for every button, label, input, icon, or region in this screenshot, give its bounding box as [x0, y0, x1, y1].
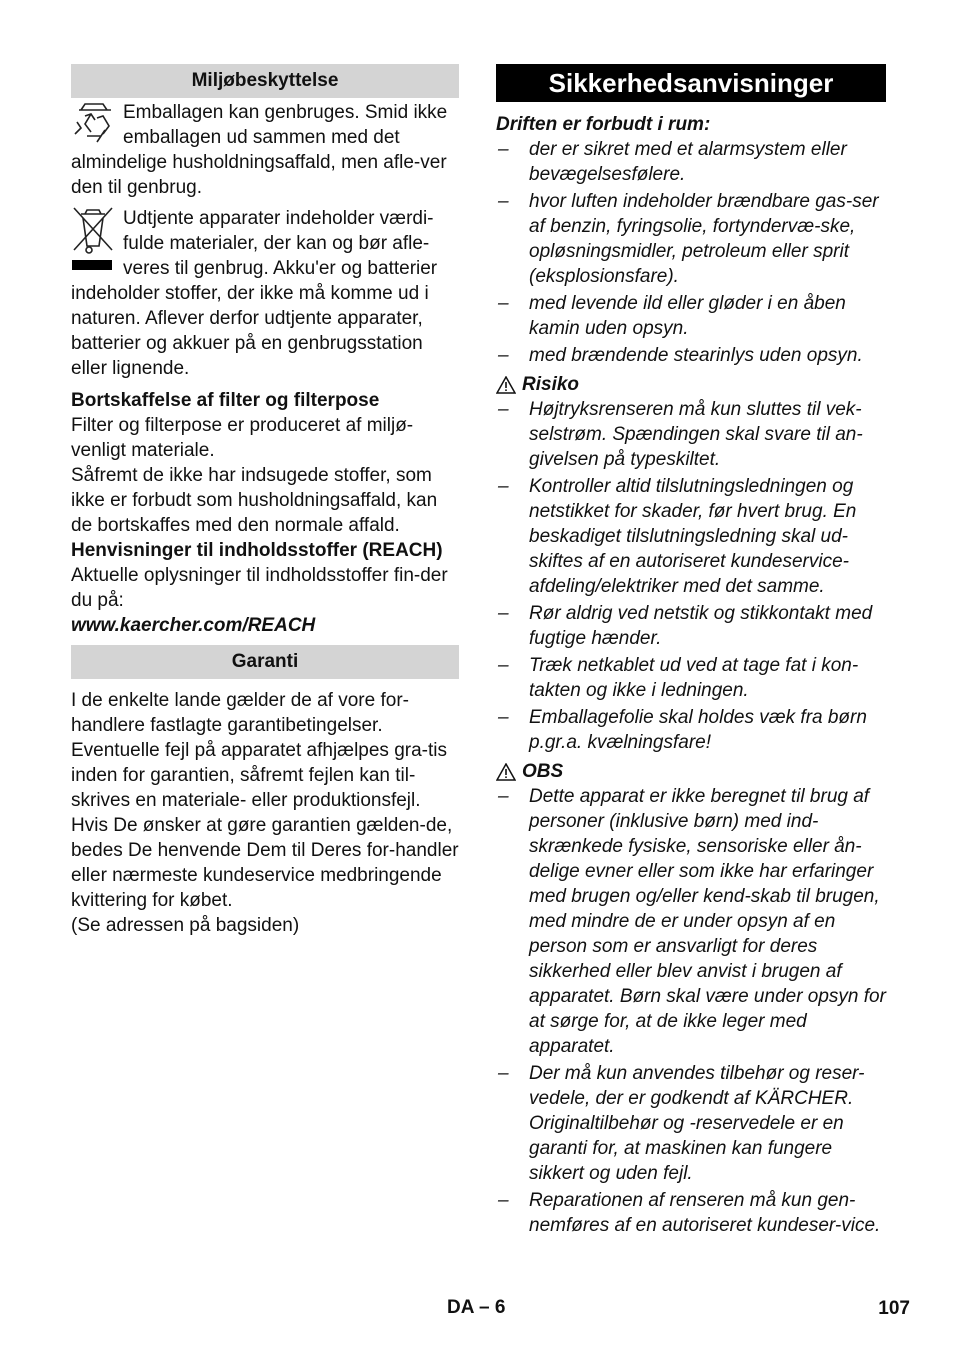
- reach-heading: Henvisninger til indholdsstoffer (REACH): [71, 540, 443, 561]
- section-heading-warranty: Garanti: [71, 645, 459, 679]
- list-item: – der er sikret med et alarmsystem eller bevægelsesfølere.: [498, 139, 847, 185]
- list-item: – Der må kun anvendes tilbehør og reser-vedele, der er godkendt af KÄRCHER. Originaltilbehør og -reservedele er en garanti for, at maskinen kan fungere sikkert og uden fejl.: [498, 1063, 865, 1184]
- footer-language-page: DA – 6: [447, 1297, 506, 1318]
- warranty-note: (Se adressen på bagsiden): [71, 915, 300, 936]
- env-paragraph-1: Emballagen kan genbruges. Smid ikke emballagen ud sammen med det almindelige husholdningsaffald, men afle-ver den til genbrug.: [71, 102, 448, 198]
- reach-paragraph: Aktuelle oplysninger til indholdsstoffer fin-der du på:: [71, 565, 448, 611]
- forbidden-heading: Driften er forbudt i rum:: [496, 114, 711, 135]
- warranty-paragraph: I de enkelte lande gælder de af vore for-handlere fastlagte garantibetingelser. Eventuelle fejl på apparatet afhjælpes gra-tis inden for garantien, såfremt fejlen kan til-skrives en materiale- eller produktionsfejl. Hvis De ønsker at gøre garantien gælden-de, bedes De henvende Dem til Deres for-handler eller nærmeste kundeservice medbringende kvittering for købet.: [71, 690, 459, 911]
- left-column: [71, 64, 459, 938]
- env-block-2: [71, 206, 459, 381]
- obs-heading: [496, 759, 886, 784]
- list-item: – hvor luften indeholder brændbare gas-ser af benzin, fyringsolie, fortyndervæ-ske, opløsningsmidler, petroleum eller sprit (eksplosionsfare).: [498, 191, 879, 287]
- page-number: 107: [878, 1298, 910, 1319]
- reach-link[interactable]: www.kaercher.com/REACH: [71, 615, 316, 636]
- forbidden-list: [496, 137, 886, 368]
- list-item: – Højtryksrenseren må kun sluttes til vek-selstrøm. Spændingen skal svare til an-givelsen på typeskiltet.: [498, 399, 863, 470]
- list-item: – Rør aldrig ved netstik og stikkontakt med fugtige hænder.: [498, 603, 873, 649]
- list-item: – Emballagefolie skal holdes væk fra børn p.gr.a. kvælningsfare!: [498, 707, 867, 753]
- obs-list: [496, 784, 886, 1238]
- list-item: – Dette apparat er ikke beregnet til brug af personer (inklusive børn) med ind-skrænkede fysiske, sensoriske eller ån-delige evner eller som ikke har erfaringer med brugen og/eller kend-skab til brugen, med mindre de er under opsyn af en person som er ansvarligt for deres sikkerhed eller blev anvist i brugen af apparatet. Børn skal være under opsyn for at sørge for, at de ikke leger med apparatet.: [498, 786, 886, 1057]
- risk-heading-label: Risiko: [522, 374, 580, 395]
- filter-paragraph-2: Såfremt de ikke har indsugede stoffer, som ikke er forbudt som husholdningsaffald, kan de bortskaffes med den normale affald.: [71, 465, 438, 536]
- list-item: – med levende ild eller gløder i en åben kamin uden opsyn.: [498, 293, 846, 339]
- list-item: – Reparationen af renseren må kun gen-nemføres af en autoriseret kundeser-vice.: [498, 1190, 881, 1236]
- warning-triangle-icon: [496, 376, 516, 394]
- section-heading-environment: Miljøbeskyttelse: [71, 64, 459, 98]
- env-block-1: [71, 100, 459, 200]
- filter-paragraph-1: Filter og filterpose er produceret af miljø-venligt materiale.: [71, 415, 414, 461]
- section-heading-safety: Sikkerhedsanvisninger: [496, 64, 886, 102]
- obs-heading-label: OBS: [522, 761, 564, 782]
- filter-heading: Bortskaffelse af filter og filterpose: [71, 390, 380, 411]
- crossed-bin-icon: [71, 206, 119, 272]
- warning-triangle-icon: [496, 763, 516, 781]
- recycle-icon: [71, 100, 119, 150]
- risk-heading: [496, 372, 886, 397]
- list-item: – Træk netkablet ud ved at tage fat i kon-takten og ikke i ledningen.: [498, 655, 859, 701]
- env-paragraph-2: Udtjente apparater indeholder værdi-fulde materialer, der kan og bør afle-veres til genbrug. Akku'er og batterier indeholder stoffer, der ikke må komme ud i naturen. Aflever derfor udtjente apparater, batterier og akkuer på en genbrugsstation eller lignende.: [71, 208, 438, 379]
- risk-list: [496, 397, 886, 755]
- right-column: [496, 64, 886, 1240]
- list-item: – med brændende stearinlys uden opsyn.: [498, 345, 863, 366]
- list-item: – Kontroller altid tilslutningsledningen og netstikket for skader, før hvert brug. En beskadiget tilslutningsledning skal ud-skiftes af en autoriseret kundeservice-afdeling/elektriker med det samme.: [498, 476, 857, 597]
